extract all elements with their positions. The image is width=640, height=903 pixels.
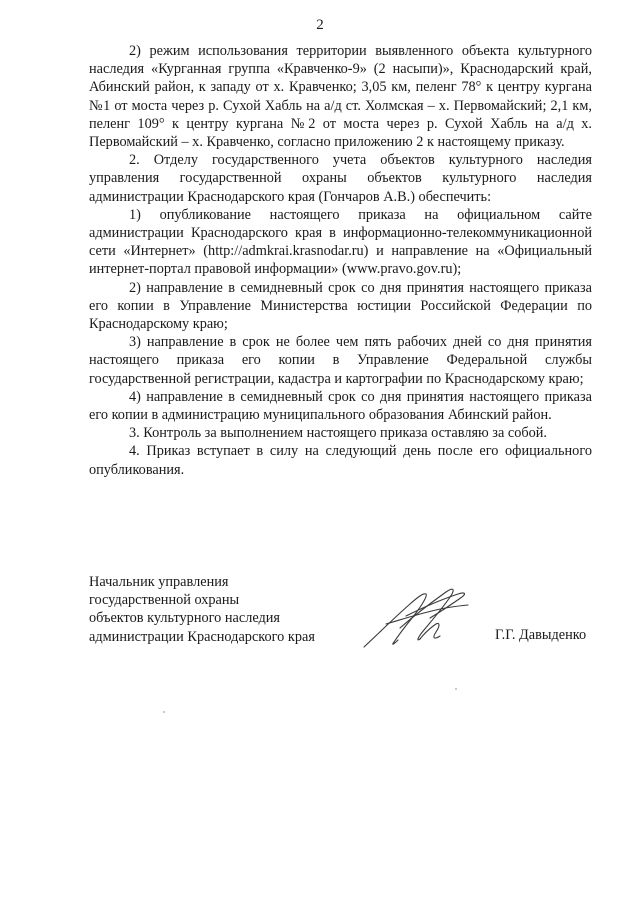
position-line: объектов культурного наследия (89, 610, 280, 627)
paragraph-land-use-regime: 2) режим использования территории выявленного объекта культурного наследия «Курганная группа «Кравченко-9» (2 насыпи)», Краснодарский край, Абинский район, к западу от х. Кравченко; 3,05 км, пеленг 78° к центру кургана №1 от моста через р. Сухой Хабль на а/д ст. Холмская – х. Первомайский; 2,1 км, пеленг 109° к центру кургана №2 от моста через р. Сухой Хабль на а/д х. Первомайский – х. Кравченко, согласно приложению 2 к настоящему приказу. (89, 43, 592, 151)
signatory-name: Г.Г. Давыденко (495, 627, 587, 643)
position-line: Начальник управления (89, 574, 229, 590)
signatory-position (89, 573, 315, 646)
paragraph-effective-date: 4. Приказ вступает в силу на следующий день после его официального опубликования. (89, 443, 592, 478)
signature-strokes (364, 589, 468, 647)
scan-speck (163, 711, 165, 713)
paragraph-rosreestr: 3) направление в срок не более чем пять рабочих дней со дня принятия настоящего приказа его копии в Управление Федеральной службы государственной регистрации, кадастра и картографии по Краснодарскому краю; (89, 334, 592, 387)
paragraph-ministry-of-justice: 2) направление в семидневный срок со дня принятия настоящего приказа его копии в Управление Министерства юстиции Российской Федерации по Краснодарскому краю; (89, 279, 592, 333)
handwritten-signature (360, 584, 472, 650)
position-line: государственной охраны (89, 592, 240, 609)
page-number: 2 (316, 17, 324, 33)
scan-speck (455, 688, 457, 690)
paragraph-control: 3. Контроль за выполнением настоящего приказа оставляю за собой. (129, 425, 548, 442)
order-body (89, 42, 592, 479)
paragraph-department-instruction: 2. Отделу государственного учета объектов культурного наследия управления государственной охраны объектов культурного наследия администрации Краснодарского края (Гончаров А.В.) обеспечить: (89, 152, 592, 205)
paragraph-municipality: 4) направление в семидневный срок со дня принятия настоящего приказа его копии в администрацию муниципального образования Абинский район. (89, 388, 592, 424)
paragraph-publication: 1) опубликование настоящего приказа на официальном сайте администрации Краснодарского края в информационно-телекоммуникационной сети «Интернет» (http://admkrai.krasnodar.ru) и направление на «Официальный интернет-портал правовой информации» (www.pravo.gov.ru); (89, 206, 592, 278)
position-line: администрации Краснодарского края (89, 628, 315, 645)
